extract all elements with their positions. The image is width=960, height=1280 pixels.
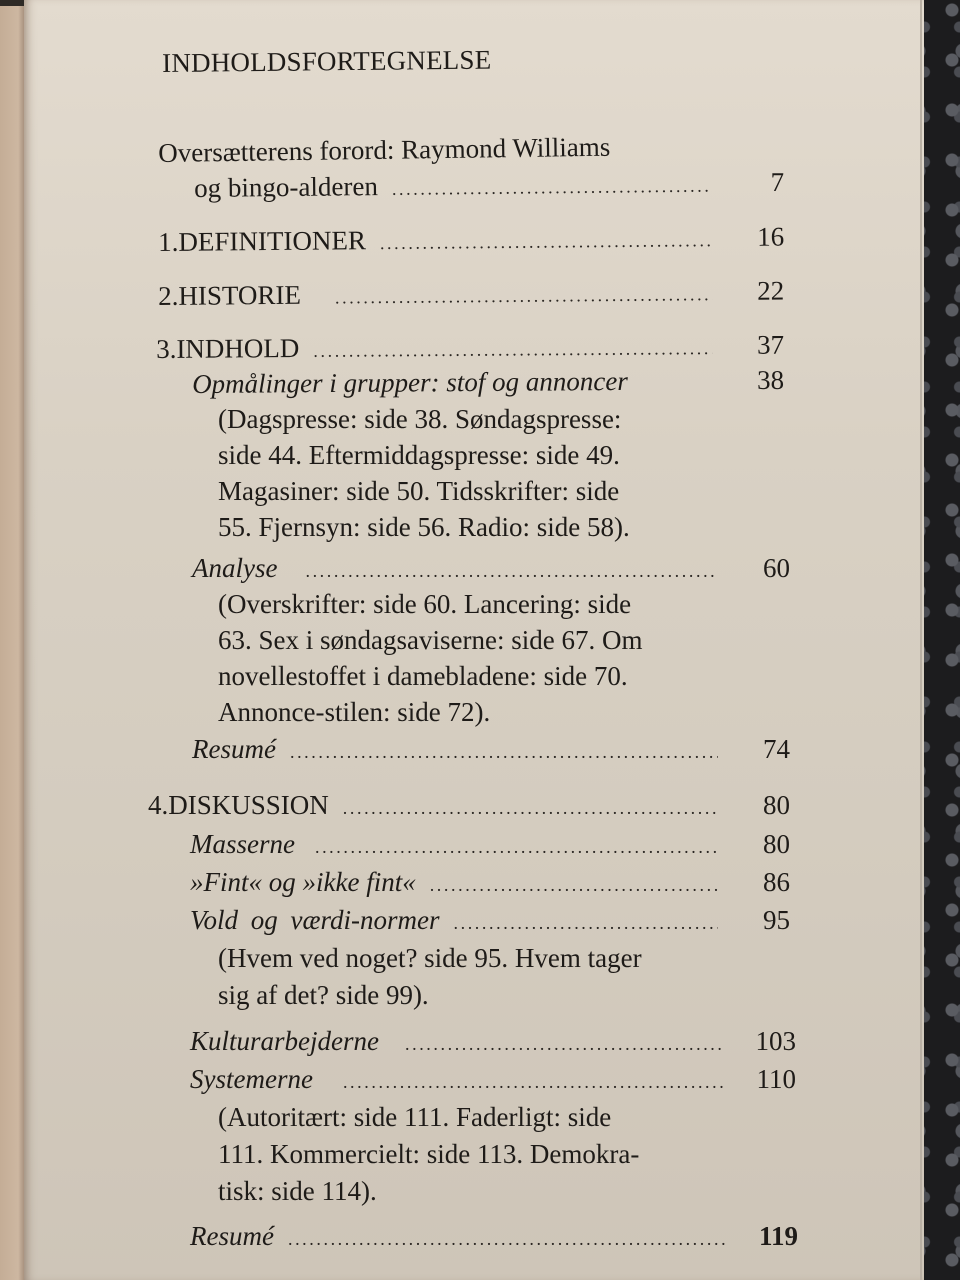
toc-entry-section-3-2[interactable] xyxy=(192,550,790,589)
page-title: INDHOLDSFORTEGNELSE xyxy=(162,44,492,78)
toc-entry-section-3-1[interactable] xyxy=(192,362,784,402)
dot-leader xyxy=(288,1221,726,1257)
page-number: 16 xyxy=(757,221,785,252)
section-detail: tisk: side 114). xyxy=(218,1176,377,1206)
entry-label: Resumé xyxy=(192,734,276,764)
dot-leader xyxy=(380,222,713,261)
section-detail: (Overskrifter: side 60. Lancering: side xyxy=(218,589,632,619)
section-detail: Annonce-stilen: side 72). xyxy=(218,697,491,727)
chapter-number: 2. xyxy=(158,280,179,311)
section-detail: 55. Fjernsyn: side 56. Radio: side 58). xyxy=(218,512,630,542)
entry-label: Masserne xyxy=(190,829,295,859)
toc-entry-chapter-1[interactable] xyxy=(158,219,784,263)
toc-entry-section-4-1[interactable] xyxy=(190,826,790,865)
dot-leader xyxy=(290,734,718,770)
entry-label: Analyse xyxy=(192,553,278,583)
entry-label: »Fint« og »ikke fint« xyxy=(190,867,416,897)
entry-label: og bingo-alderen xyxy=(194,171,379,203)
section-detail: (Dagspresse: side 38. Søndagspresse: xyxy=(218,404,622,434)
dot-leader xyxy=(305,553,718,589)
section-detail: 63. Sex i søndagsaviserne: side 67. Om xyxy=(218,625,643,655)
page-number: 74 xyxy=(763,734,790,764)
section-detail: (Autoritært: side 111. Faderligt: side xyxy=(218,1102,612,1132)
chapter-number: 1. xyxy=(158,226,179,257)
dot-leader xyxy=(335,276,713,315)
entry-label: Opmålinger i grupper: stof og annoncer xyxy=(192,365,628,399)
page-number: 80 xyxy=(763,790,790,820)
dot-leader xyxy=(343,790,718,826)
section-detail: novellestoffet i damebladene: side 70. xyxy=(218,661,628,691)
section-detail: 111. Kommercielt: side 113. Demokra- xyxy=(218,1139,640,1169)
dot-leader xyxy=(405,1026,724,1062)
toc-entry-section-4-6[interactable] xyxy=(190,1218,798,1257)
page-number: 119 xyxy=(758,1221,798,1251)
entry-label: Systemerne xyxy=(190,1064,313,1094)
dot-leader xyxy=(343,1064,724,1100)
entry-label: Resumé xyxy=(190,1221,274,1251)
toc-entry-section-4-3[interactable] xyxy=(190,902,790,941)
dot-leader xyxy=(430,867,718,903)
toc-entry-section-3-3[interactable] xyxy=(192,731,790,770)
toc-entry-section-4-2[interactable] xyxy=(190,864,790,903)
page-number: 95 xyxy=(763,905,790,935)
entry-label: Kulturarbejderne xyxy=(190,1026,379,1056)
page-number: 103 xyxy=(755,1026,796,1056)
entry-label: HISTORIE xyxy=(178,279,302,311)
entry-label: Vold og værdi-normer xyxy=(190,905,440,935)
toc-entry-section-4-4[interactable] xyxy=(190,1023,796,1062)
entry-label: DEFINITIONER xyxy=(178,225,367,257)
page-number: 86 xyxy=(763,867,790,897)
toc-entry-foreword[interactable] xyxy=(194,164,784,209)
chapter-number: 3. xyxy=(156,333,177,364)
section-detail: side 44. Eftermiddagspresse: side 49. xyxy=(218,440,620,470)
chapter-number: 4. xyxy=(148,790,169,820)
page-number: 22 xyxy=(757,275,785,306)
dot-leader xyxy=(392,168,713,207)
page-number: 7 xyxy=(770,166,785,197)
toc-entry-chapter-2[interactable] xyxy=(158,273,784,317)
page-number: 60 xyxy=(763,553,790,583)
toc-entry-chapter-4[interactable] xyxy=(148,787,790,826)
page-number: 38 xyxy=(757,364,785,396)
dot-leader xyxy=(315,829,718,865)
page-number: 37 xyxy=(757,329,785,360)
section-detail: Magasiner: side 50. Tidsskrifter: side xyxy=(218,476,620,506)
page-number: 110 xyxy=(756,1064,796,1094)
toc-entry-section-4-5[interactable] xyxy=(190,1061,796,1100)
entry-label: DISKUSSION xyxy=(168,790,329,820)
section-detail: (Hvem ved noget? side 95. Hvem tager xyxy=(218,943,642,973)
dot-leader xyxy=(454,905,719,941)
page-number: 80 xyxy=(763,829,790,859)
entry-label: INDHOLD xyxy=(176,332,300,364)
section-detail: sig af det? side 99). xyxy=(218,980,429,1010)
toc-entry-foreword-line1: Oversætterens forord: Raymond Williams xyxy=(158,131,611,168)
